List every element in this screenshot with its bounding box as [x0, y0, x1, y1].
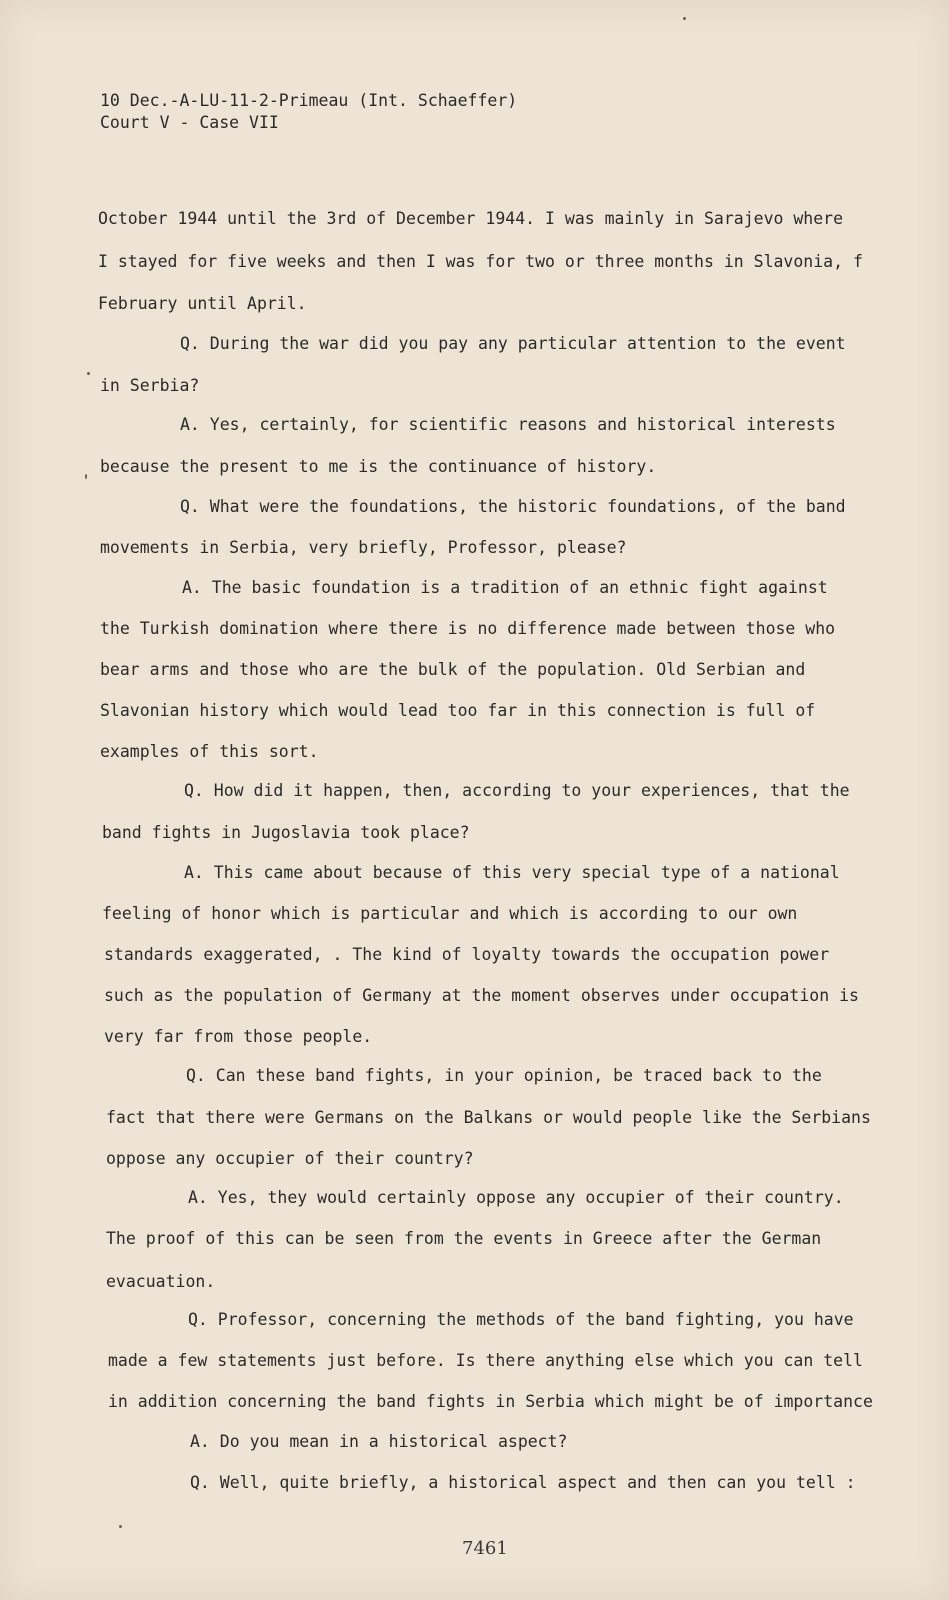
transcript-line: fact that there were Germans on the Balkans or would people like the Serbians — [106, 1108, 871, 1127]
transcript-line: band fights in Jugoslavia took place? — [102, 823, 470, 842]
transcript-line: evacuation. — [106, 1272, 216, 1291]
transcript-line: A. Yes, certainly, for scientific reasons and historical interests — [180, 415, 836, 434]
transcript-line: in addition concerning the band fights in Serbia which might be of importance — [108, 1392, 873, 1411]
transcript-line: Q. What were the foundations, the historic foundations, of the band — [180, 497, 846, 516]
transcript-line: in Serbia? — [100, 376, 200, 395]
transcript-line: The proof of this can be seen from the events in Greece after the German — [106, 1229, 822, 1248]
transcript-line: I stayed for five weeks and then I was for two or three months in Slavonia, f — [98, 252, 863, 271]
transcript-line: the Turkish domination where there is no difference made between those who — [100, 619, 836, 638]
transcript-line: Q. Well, quite briefly, a historical aspect and then can you tell : — [190, 1473, 856, 1492]
page-number: 7461 — [462, 1538, 508, 1559]
transcript-line: A. Yes, they would certainly oppose any occupier of their country. — [188, 1188, 844, 1207]
transcript-line: A. The basic foundation is a tradition of an ethnic fight against — [182, 578, 828, 597]
paper-speck — [119, 1525, 122, 1528]
transcript-line: standards exaggerated, . The kind of loyalty towards the occupation power — [104, 945, 830, 964]
transcript-line: Q. How did it happen, then, according to your experiences, that the — [184, 781, 850, 800]
header-court-case: Court V - Case VII — [100, 113, 279, 132]
transcript-line: February until April. — [98, 294, 307, 313]
paper-speck — [683, 17, 686, 20]
transcript-line: bear arms and those who are the bulk of the population. Old Serbian and — [100, 660, 806, 679]
transcript-line: made a few statements just before. Is there anything else which you can tell — [108, 1351, 863, 1370]
transcript-line: because the present to me is the continuance of history. — [100, 457, 657, 476]
transcript-line: Q. During the war did you pay any particular attention to the event — [180, 334, 846, 353]
transcript-line: October 1944 until the 3rd of December 1944. I was mainly in Sarajevo where — [98, 209, 844, 228]
transcript-line: A. Do you mean in a historical aspect? — [190, 1432, 568, 1451]
transcript-line: Q. Can these band fights, in your opinion, be traced back to the — [186, 1066, 822, 1085]
transcript-line: Q. Professor, concerning the methods of the band fighting, you have — [188, 1310, 854, 1329]
paper-speck — [85, 474, 87, 479]
transcript-line: movements in Serbia, very briefly, Professor, please? — [100, 538, 627, 557]
transcript-line: A. This came about because of this very special type of a national — [184, 863, 840, 882]
transcript-line: oppose any occupier of their country? — [106, 1149, 474, 1168]
transcript-line: examples of this sort. — [100, 742, 319, 761]
transcript-line: very far from those people. — [104, 1027, 373, 1046]
paper-speck — [87, 372, 90, 375]
header-reference: 10 Dec.-A-LU-11-2-Primeau (Int. Schaeffer) — [100, 91, 518, 110]
transcript-line: such as the population of Germany at the moment observes under occupation is — [104, 986, 859, 1005]
transcript-line: Slavonian history which would lead too far in this connection is full of — [100, 701, 816, 720]
transcript-line: feeling of honor which is particular and which is according to our own — [102, 904, 798, 923]
